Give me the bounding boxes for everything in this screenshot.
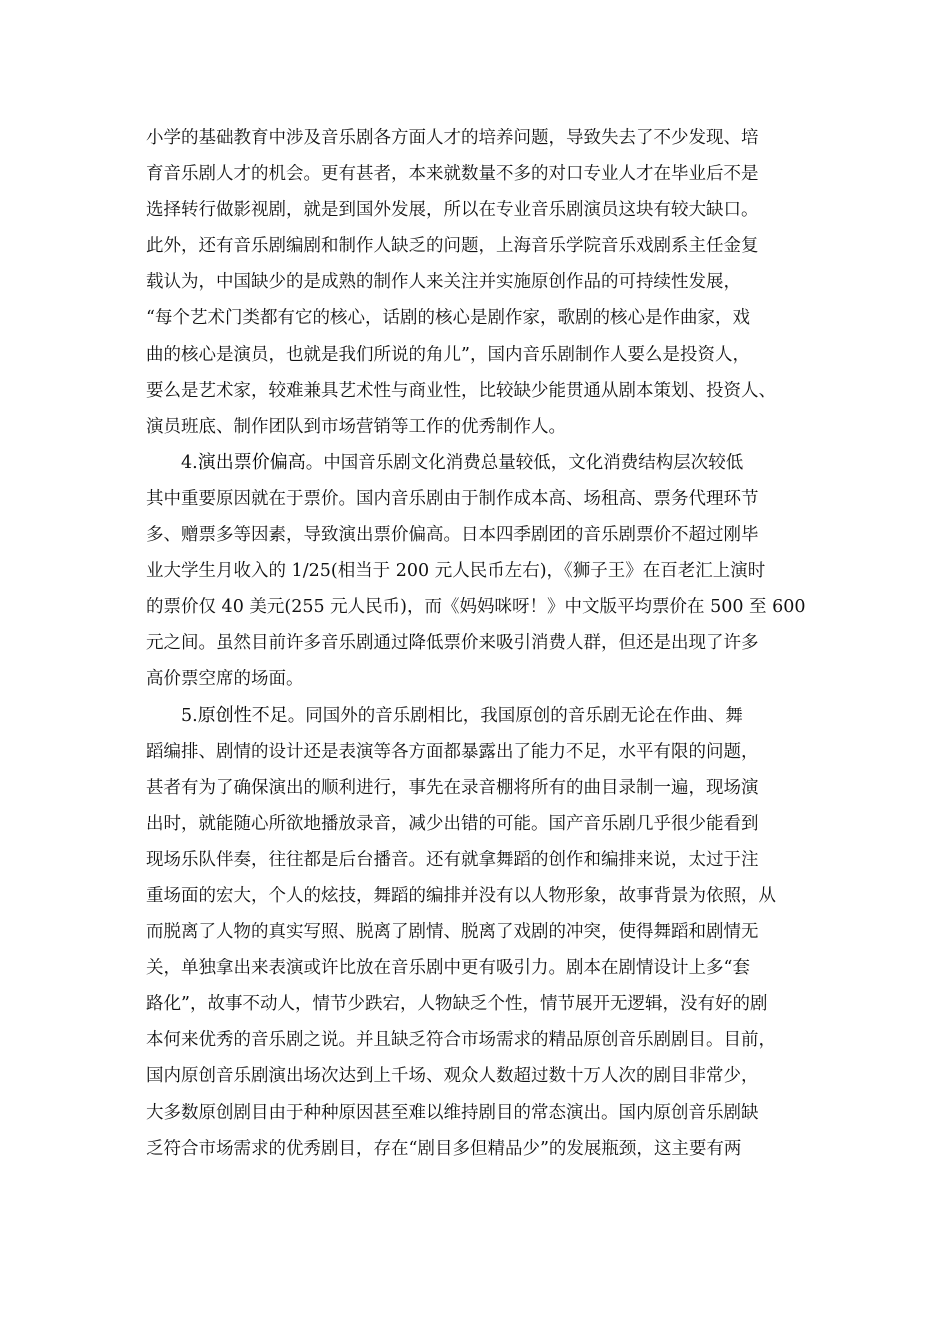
text-line: 重场面的宏大，个人的炫技，舞蹈的编排并没有以人物形象，故事背景为依照，从 xyxy=(146,885,776,906)
text-line: 此外，还有音乐剧编剧和制作人缺乏的问题，上海音乐学院音乐戏剧系主任金复 xyxy=(146,236,759,257)
text-line: 国内原创音乐剧演出场次达到上千场、观众人数超过数十万人次的剧目非常少， xyxy=(146,1066,759,1087)
text-line: 现场乐队伴奏，往往都是后台播音。还有就拿舞蹈的创作和编排来说，太过于注 xyxy=(146,849,759,870)
text-line: 高价票空席的场面。 xyxy=(146,669,304,690)
text-line: 大多数原创剧目由于种种原因甚至难以维持剧目的常态演出。国内原创音乐剧缺 xyxy=(146,1102,759,1123)
text-line: 关，单独拿出来表演或许比放在音乐剧中更有吸引力。剧本在剧情设计上多“套 xyxy=(146,958,750,979)
paragraph-talent-shortage xyxy=(146,120,816,445)
text-line: 其中重要原因就在于票价。国内音乐剧由于制作成本高、场租高、票务代理环节 xyxy=(146,488,759,509)
text-run: 。中国音乐剧文化消费总量较低，文化消费结构层次较低 xyxy=(305,452,744,473)
text-line: 本何来优秀的音乐剧之说。并且缺乏符合市场需求的精品原创音乐剧剧目。目前， xyxy=(146,1030,776,1051)
text-line: 育音乐剧人才的机会。更有甚者，本来就数量不多的对口专业人才在毕业后不是 xyxy=(146,164,759,185)
paragraph-originality xyxy=(146,698,816,1167)
section-heading: 演出票价偏高 xyxy=(197,451,306,473)
body-text xyxy=(146,120,816,1167)
text-line: 元之间。虽然目前许多音乐剧通过降低票价来吸引消费人群，但还是出现了许多 xyxy=(146,633,759,654)
text-line: 业大学生月收入的 1/25(相当于 200 元人民币左右)，《狮子王》在百老汇上演时 xyxy=(146,561,766,582)
section-heading: 原创性不足 xyxy=(197,704,288,726)
paragraph-ticket-price xyxy=(146,445,816,698)
paragraph-first-line xyxy=(146,698,816,734)
paragraph-first-line xyxy=(146,445,816,481)
section-number: 5. xyxy=(181,705,198,726)
section-number: 4. xyxy=(181,452,198,473)
text-line: 演员班底、制作团队到市场营销等工作的优秀制作人。 xyxy=(146,416,566,437)
text-line: 曲的核心是演员，也就是我们所说的角儿”，国内音乐剧制作人要么是投资人， xyxy=(146,344,750,365)
text-line: 蹈编排、剧情的设计还是表演等各方面都暴露出了能力不足，水平有限的问题， xyxy=(146,741,759,762)
text-line: 选择转行做影视剧，就是到国外发展，所以在专业音乐剧演员这块有较大缺口。 xyxy=(146,200,759,221)
text-line: 路化”，故事不动人，情节少跌宕，人物缺乏个性，情节展开无逻辑，没有好的剧 xyxy=(146,994,768,1015)
text-run: 。同国外的音乐剧相比，我国原创的音乐剧无论在作曲、舞 xyxy=(287,705,743,726)
text-line: 乏符合市场需求的优秀剧目，存在“剧目多但精品少”的发展瓶颈，这主要有两 xyxy=(146,1138,742,1159)
text-line: 载认为，中国缺少的是成熟的制作人来关注并实施原创作品的可持续性发展， xyxy=(146,272,741,293)
text-line: 的票价仅 40 美元(255 元人民币)，而《妈妈咪呀！》中文版平均票价在 500 至 600 xyxy=(146,597,806,618)
text-line: 出时，就能随心所欲地播放录音，减少出错的可能。国产音乐剧几乎很少能看到 xyxy=(146,813,759,834)
text-line: 而脱离了人物的真实写照、脱离了剧情、脱离了戏剧的冲突，使得舞蹈和剧情无 xyxy=(146,922,759,943)
text-line: “每个艺术门类都有它的核心，话剧的核心是剧作家，歌剧的核心是作曲家，戏 xyxy=(146,308,750,329)
text-line: 小学的基础教育中涉及音乐剧各方面人才的培养问题，导致失去了不少发现、培 xyxy=(146,128,759,148)
text-line: 要么是艺术家，较难兼具艺术性与商业性，比较缺少能贯通从剧本策划、投资人、 xyxy=(146,380,776,401)
text-line: 甚者有为了确保演出的顺利进行，事先在录音棚将所有的曲目录制一遍，现场演 xyxy=(146,777,759,798)
text-line: 多、赠票多等因素，导致演出票价偏高。日本四季剧团的音乐剧票价不超过刚毕 xyxy=(146,525,759,546)
